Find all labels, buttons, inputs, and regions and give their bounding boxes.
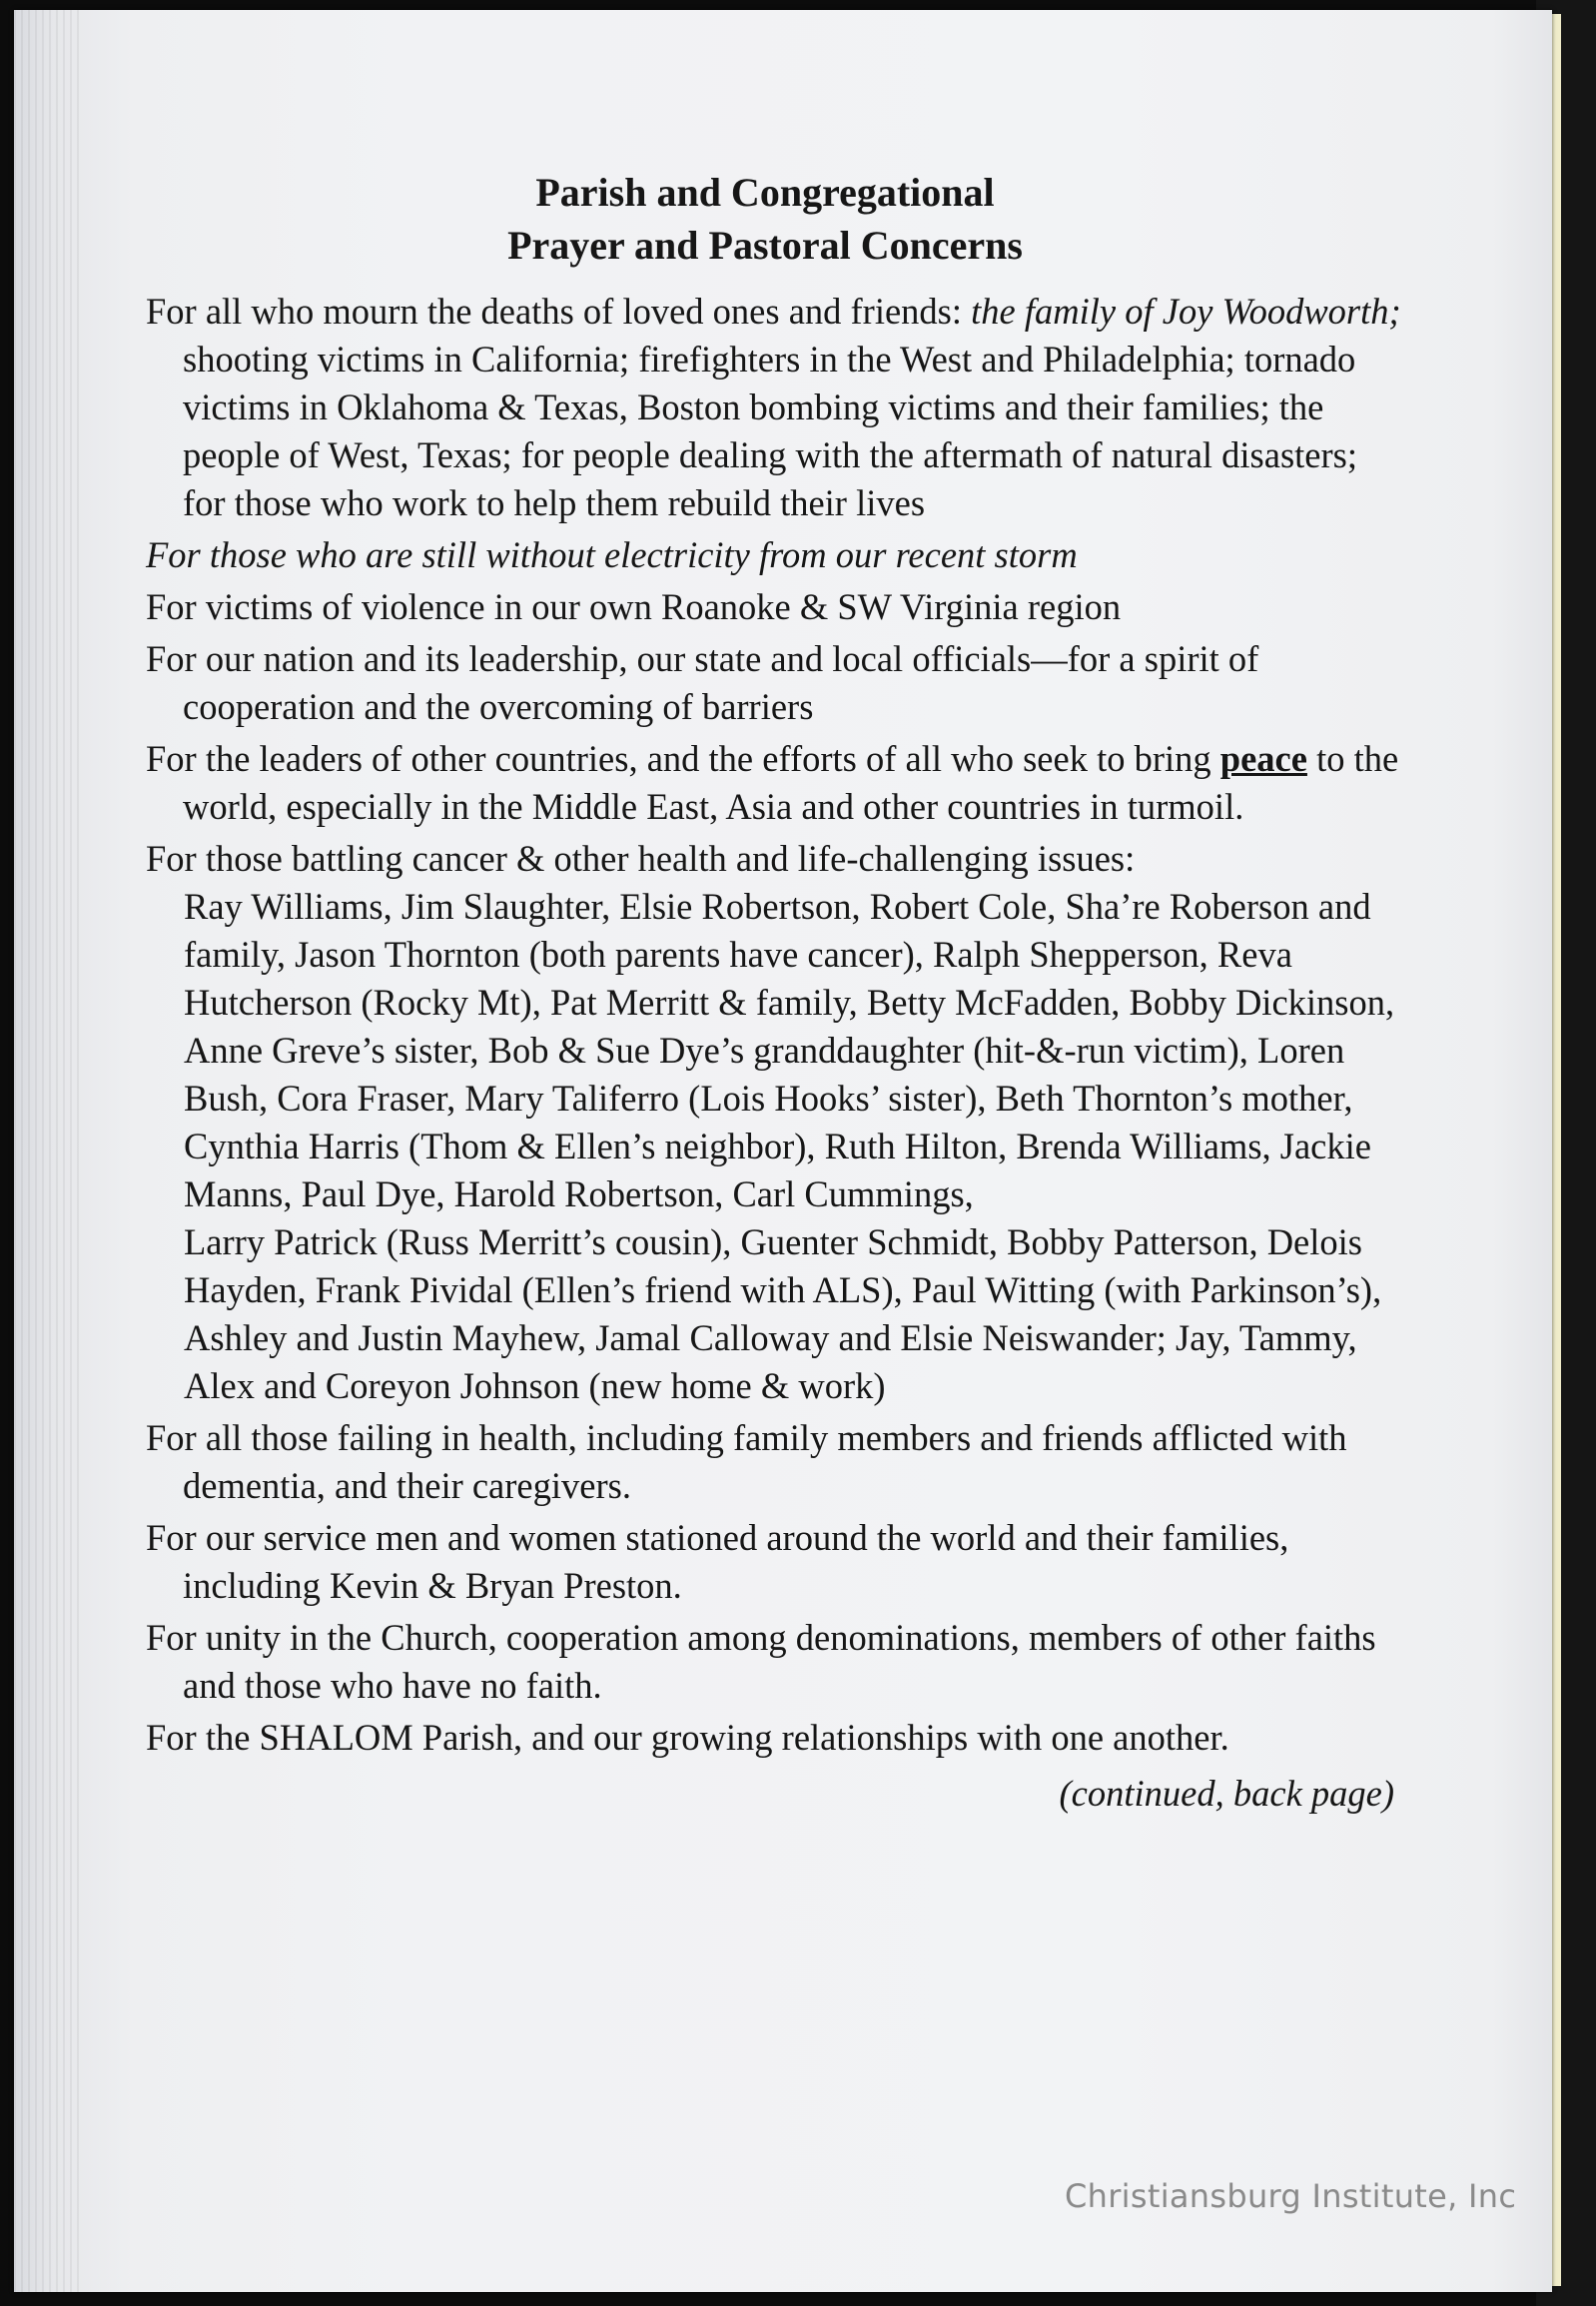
mourning-family: the family of Joy Woodworth; — [971, 291, 1401, 332]
watermark: Christiansburg Institute, Inc — [1065, 2177, 1517, 2215]
prayer-concerns-content — [146, 166, 1404, 1855]
concern-church-unity: For unity in the Church, cooperation among denominations, members of other faiths and those who have no faith. — [146, 1617, 1376, 1706]
peace-emphasis: peace — [1219, 738, 1307, 779]
concern-service-members: For our service men and women stationed around the world and their families, including Kevin & Bryan Preston. — [146, 1517, 1289, 1606]
names-list — [146, 883, 1404, 1410]
mourning-rest: shooting victims in California; firefighters in the West and Philadelphia; tornado victims in Oklahoma & Texas, Boston bombing victims and their families; the people of West, Texas; for people dealing with the aftermath of natural disasters; for those who work to help them rebuild their lives — [183, 339, 1358, 523]
concern-electricity: For those who are still without electricity from our recent storm — [146, 534, 1078, 575]
concern-world-leaders — [146, 735, 1404, 831]
continued-note: (continued, back page) — [1059, 1773, 1394, 1814]
concern-mourning — [146, 288, 1404, 527]
concern-violence: For victims of violence in our own Roanoke & SW Virginia region — [146, 586, 1122, 627]
page-title — [146, 166, 1404, 272]
concern-cancer-lead: For those battling cancer & other health and life-challenging issues: — [146, 838, 1136, 879]
title-line-2: Prayer and Pastoral Concerns — [507, 223, 1023, 268]
leaders-rest: to the world, especially in the Middle East, Asia and other countries in turmoil. — [183, 738, 1399, 827]
concern-nation: For our nation and its leadership, our state and local officials—for a spirit of cooperation and the overcoming of barriers — [146, 638, 1259, 727]
title-line-1: Parish and Congregational — [535, 170, 995, 215]
names-list-part-1: Ray Williams, Jim Slaughter, Elsie Robertson, Robert Cole, Sha’re Roberson and family, Jason Thornton (both parents have cancer), Ralph Shepperson, Reva Hutcherson (Rocky Mt), Pat Merritt & family, Betty McFadden, Bobby Dickinson, Anne Greve’s sister, Bob & Sue Dye’s granddaughter (hit-&-run victim), Loren Bush, Cora Fraser, Mary Taliferro (Lois Hooks’ sister), Beth Thornton’s mother, Cynthia Harris (Thom & Ellen’s neighbor), Ruth Hilton, Brenda Williams, Jackie Manns, Paul Dye, Harold Robertson, Carl Cummings, — [184, 886, 1395, 1214]
names-list-part-2: Larry Patrick (Russ Merritt’s cousin), Guenter Schmidt, Bobby Patterson, Delois Hayden, Frank Pividal (Ellen’s friend with ALS), Paul Witting (with Parkinson’s), Ashley and Justin Mayhew, Jamal Calloway and Elsie Neiswander; Jay, Tammy, Alex and Coreyon Johnson (new home & work) — [184, 1221, 1382, 1406]
concern-shalom-parish: For the SHALOM Parish, and our growing relationships with one another. — [146, 1717, 1229, 1758]
concern-failing-health: For all those failing in health, including family members and friends afflicted with dementia, and their caregivers. — [146, 1417, 1347, 1506]
mourning-lead: For all who mourn the deaths of loved ones and friends: — [146, 291, 972, 332]
leaders-lead: For the leaders of other countries, and the efforts of all who seek to bring — [146, 738, 1220, 779]
